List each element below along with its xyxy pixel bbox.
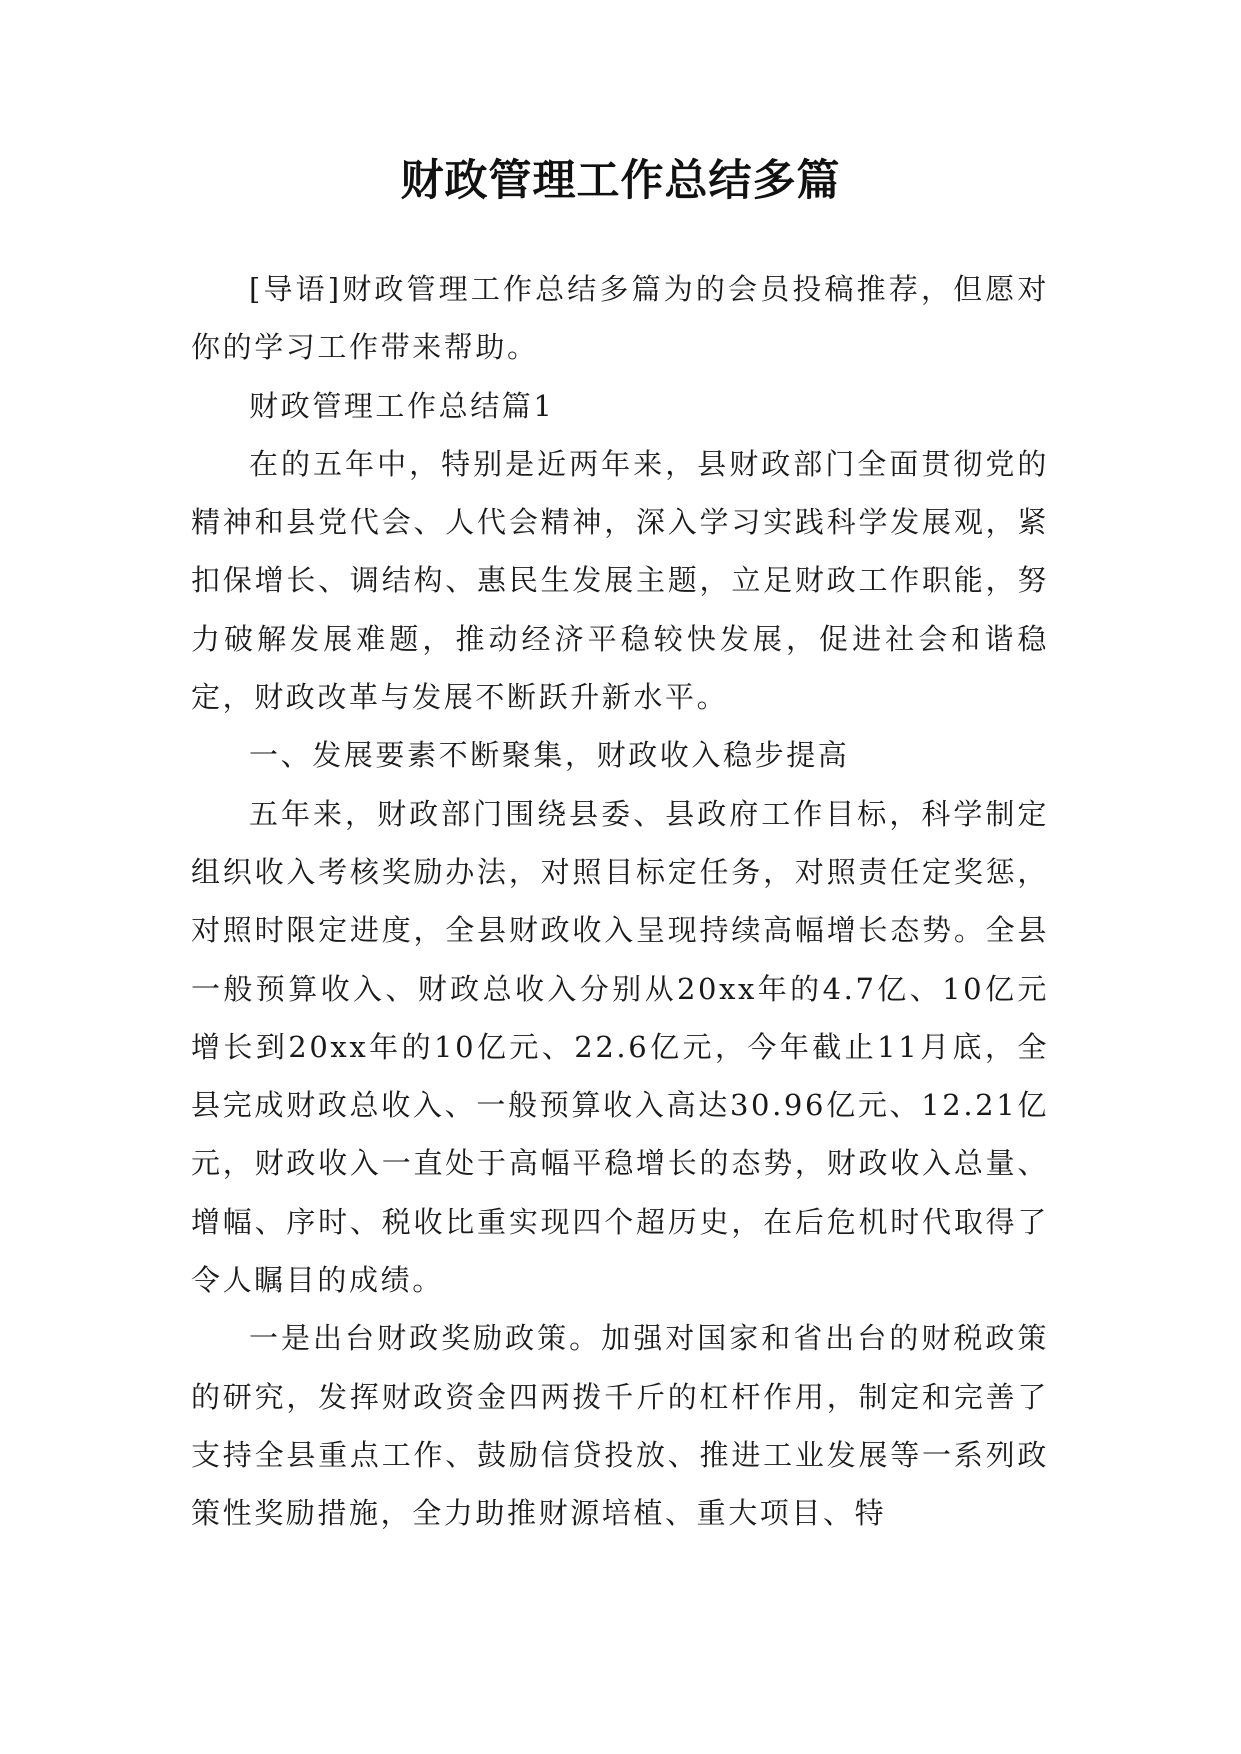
- body-paragraph-incentive-policy: 一是出台财政奖励政策。加强对国家和省出台的财税政策的研究，发挥财政资金四两拨千斤的杠杆作用，制定和完善了支持全县重点工作、鼓励信贷投放、推进工业发展等一系列政策性奖励措施，全力助推财源培植、重大项目、特: [191, 1321, 1049, 1531]
- document-body: [191, 260, 1049, 1543]
- subsection-heading-1: 一、发展要素不断聚集，财政收入稳步提高: [249, 738, 850, 773]
- body-paragraph-revenue: 五年来，财政部门围绕县委、县政府工作目标，科学制定组织收入考核奖励办法，对照目标定任务，对照责任定奖惩，对照时限定进度，全县财政收入呈现持续高幅增长态势。全县一般预算收入、财政总收入分别从20xx年的4.7亿、10亿元增长到20xx年的10亿元、22.6亿元，今年截止11月底，全县完成财政总收入、一般预算收入高达30.96亿元、12.21亿元，财政收入一直处于高幅平稳增长的态势，财政收入总量、增幅、序时、税收比重实现四个超历史，在后危机时代取得了令人瞩目的成绩。: [191, 796, 1049, 1298]
- document-title: 财政管理工作总结多篇: [400, 156, 841, 206]
- body-paragraph-overview: 在的五年中，特别是近两年来，县财政部门全面贯彻党的精神和县党代会、人代会精神，深入学习实践科学发展观，紧扣保增长、调结构、惠民生发展主题，立足财政工作职能，努力破解发展难题，推动经济平稳较快发展，促进社会和谐稳定，财政改革与发展不断跃升新水平。: [191, 446, 1049, 715]
- intro-paragraph: [导语]财政管理工作总结多篇为的会员投稿推荐，但愿对你的学习工作带来帮助。: [191, 272, 1049, 365]
- section-heading-part-1: 财政管理工作总结篇1: [249, 388, 555, 423]
